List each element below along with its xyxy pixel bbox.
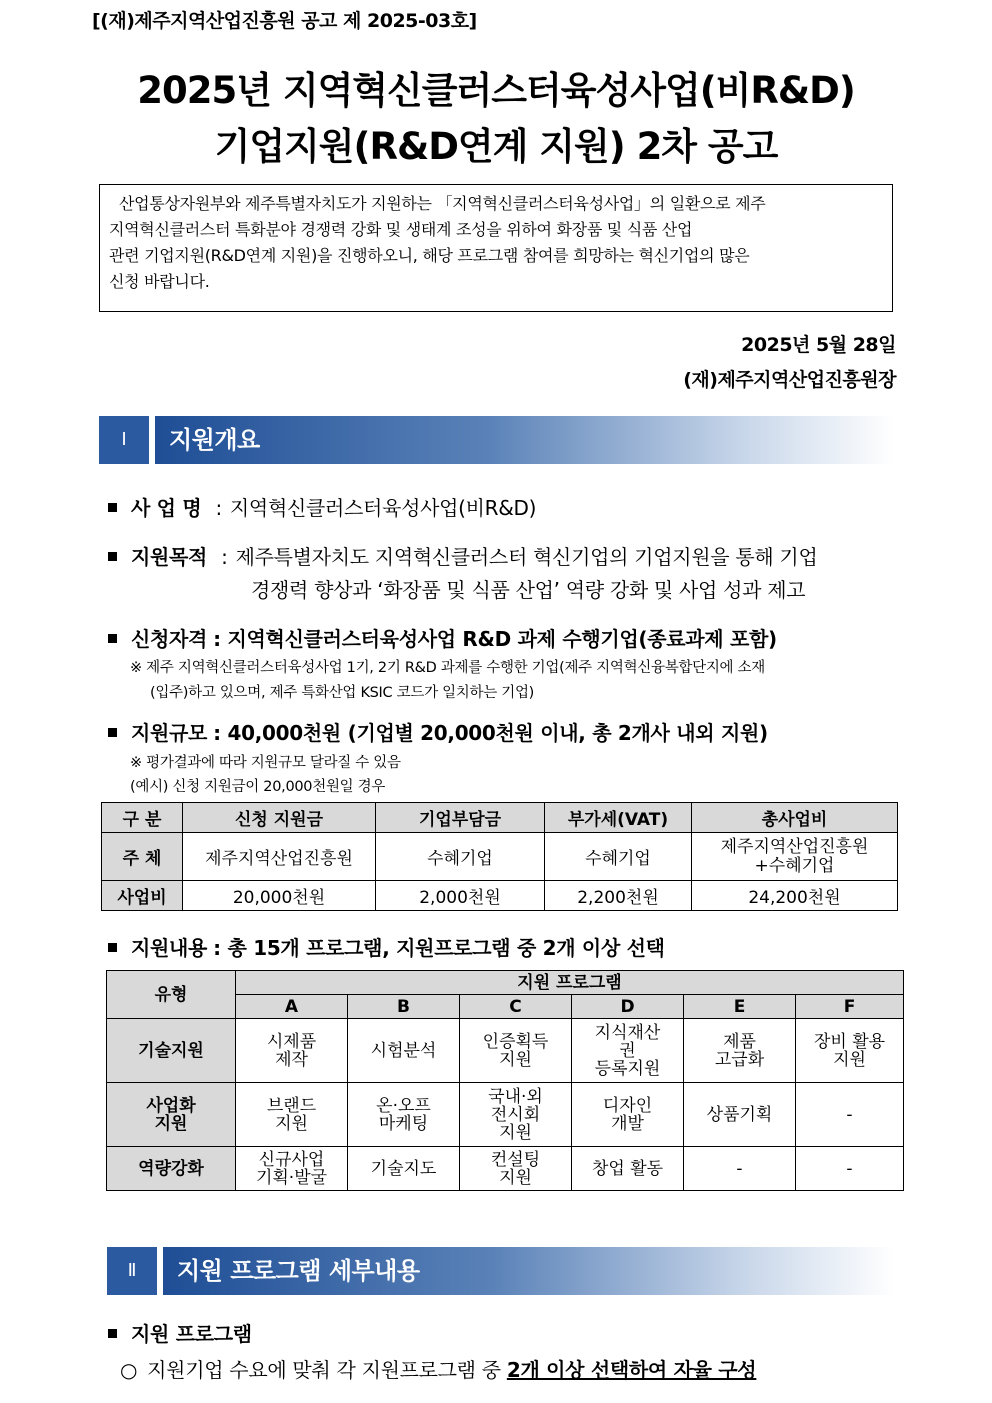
program-cell: 창업 활동 [572, 1147, 684, 1191]
table-header: 지원 프로그램 [236, 971, 904, 995]
page-title-line1: 2025년 지역혁신클러스터육성사업(비R&D) [137, 69, 855, 112]
program-cell: 인증획득 지원 [460, 1019, 572, 1083]
page-title-line2: 기업지원(R&D연계 지원) 2차 공고 [214, 125, 778, 168]
row-type: 기술지원 [107, 1019, 236, 1083]
program-cell: 국내·외 전시회 지원 [460, 1083, 572, 1147]
item-value: : 지역혁신클러스터육성사업 R&D 과제 수행기업(종료과제 포함) [213, 627, 777, 651]
column-header: C [460, 995, 572, 1019]
program-cell: 상품기획 [684, 1083, 796, 1147]
table-header: 신청 지원금 [183, 803, 376, 833]
section-label: 지원 프로그램 세부내용 [163, 1247, 894, 1295]
square-bullet-icon [108, 634, 117, 643]
program-cell: 지식재산 권 등록지원 [572, 1019, 684, 1083]
notice-date: 2025년 5월 28일 [741, 334, 896, 356]
program-cell: 컨설팅 지원 [460, 1147, 572, 1191]
section-number: Ⅰ [99, 416, 149, 464]
item-purpose [108, 541, 817, 570]
table-cell [692, 833, 898, 881]
notice-number: [(재)제주지역산업진흥원 공고 제 2025-03호] [92, 10, 477, 32]
square-bullet-icon [108, 728, 117, 737]
column-header: D [572, 995, 684, 1019]
program-cell: 장비 활용 지원 [796, 1019, 904, 1083]
item-separator: : [215, 496, 222, 520]
column-header: F [796, 995, 904, 1019]
cell-line: 제주지역산업진흥원 [720, 836, 869, 857]
table-header: 기업부담금 [376, 803, 545, 833]
column-header: A [236, 995, 348, 1019]
section-label: 지원개요 [155, 416, 894, 464]
table-cell: 24,200천원 [692, 881, 898, 911]
item-content [108, 932, 665, 961]
program-cell: 디자인 개발 [572, 1083, 684, 1147]
program-cell: 시험분석 [348, 1019, 460, 1083]
program-cell: 제품 고급화 [684, 1019, 796, 1083]
intro-box [99, 184, 893, 312]
circle-bullet-icon: ○ [120, 1358, 138, 1382]
section-header-2 [107, 1247, 894, 1295]
table-cell: 20,000천원 [183, 881, 376, 911]
item-value: : 총 15개 프로그램, 지원프로그램 중 2개 이상 선택 [213, 936, 665, 960]
table-cell: 2,200천원 [545, 881, 692, 911]
eligibility-note: (입주)하고 있으며, 제주 특화산업 KSIC 코드가 일치하는 기업) [150, 685, 535, 701]
table-header: 유형 [107, 971, 236, 1019]
item-value: 제주특별자치도 지역혁신클러스터 혁신기업의 기업지원을 통해 기업 [235, 545, 818, 569]
item-label: 지원내용 [131, 936, 208, 960]
intro-line: 신청 바랍니다. [109, 272, 210, 291]
program-cell: 기술지도 [348, 1147, 460, 1191]
column-header: E [684, 995, 796, 1019]
column-header: B [348, 995, 460, 1019]
intro-line: 관련 기업지원(R&D연계 지원)을 진행하오니, 해당 프로그램 참여를 희망하는 혁신기업의 많은 [109, 246, 750, 265]
program-cell: 온·오프 마케팅 [348, 1083, 460, 1147]
program-cell: - [796, 1147, 904, 1191]
scale-example: (예시) 신청 지원금이 20,000천원일 경우 [130, 779, 386, 795]
item-label: 신청자격 [131, 627, 208, 651]
square-bullet-icon [108, 503, 117, 512]
item-label: 지원목적 [131, 545, 208, 569]
item-program [108, 1318, 252, 1347]
table-row-header: 주 체 [102, 833, 183, 881]
program-cell: 신규사업 기획·발굴 [236, 1147, 348, 1191]
item-project-name [108, 492, 536, 521]
table-row-header: 사업비 [102, 881, 183, 911]
item-value: : 40,000천원 (기업별 20,000천원 이내, 총 2개사 내외 지원) [213, 721, 768, 745]
square-bullet-icon [108, 1329, 117, 1338]
table-header: 구 분 [102, 803, 183, 833]
intro-line: 산업통상자원부와 제주특별자치도가 지원하는 「지역혁신클러스터육성사업」의 일환으로 제주 [119, 194, 766, 213]
program-cell: - [796, 1083, 904, 1147]
budget-table [101, 802, 898, 911]
eligibility-note: ※ 제주 지역혁신클러스터육성사업 1기, 2기 R&D 과제를 수행한 기업(제주 지역혁신융복합단지에 소재 [130, 660, 765, 676]
section-number: Ⅱ [107, 1247, 157, 1295]
table-cell: 2,000천원 [376, 881, 545, 911]
item-scale [108, 717, 768, 746]
item-label: 지원 프로그램 [131, 1322, 252, 1346]
table-cell: 수혜기업 [545, 833, 692, 881]
square-bullet-icon [108, 552, 117, 561]
table-header: 부가세(VAT) [545, 803, 692, 833]
square-bullet-icon [108, 943, 117, 952]
item-purpose-line2: 경쟁력 향상과 ‘화장품 및 식품 산업’ 역량 강화 및 사업 성과 제고 [251, 578, 806, 602]
program-cell: - [684, 1147, 796, 1191]
issuer: (재)제주지역산업진흥원장 [683, 369, 896, 391]
section-header-1 [99, 416, 894, 464]
item-label: 지원규모 [131, 721, 208, 745]
program-cell: 시제품 제작 [236, 1019, 348, 1083]
table-cell: 수혜기업 [376, 833, 545, 881]
item-separator: : [221, 545, 228, 569]
description-emphasis: 2개 이상 선택하여 자율 구성 [506, 1358, 757, 1382]
program-cell: 브랜드 지원 [236, 1083, 348, 1147]
table-header: 총사업비 [692, 803, 898, 833]
scale-note: ※ 평가결과에 따라 지원규모 달라질 수 있음 [130, 755, 401, 771]
intro-line: 지역혁신클러스터 특화분야 경쟁력 강화 및 생태계 조성을 위하여 화장품 및 식품 산업 [109, 220, 693, 239]
item-value: 지역혁신클러스터육성사업(비R&D) [229, 496, 537, 520]
description-text: 지원기업 수요에 맞춰 각 지원프로그램 중 [147, 1358, 507, 1382]
program-table [106, 970, 904, 1191]
row-type: 역량강화 [107, 1147, 236, 1191]
item-eligibility [108, 623, 777, 652]
program-description [120, 1354, 756, 1383]
cell-line: +수혜기업 [754, 855, 835, 876]
table-cell: 제주지역산업진흥원 [183, 833, 376, 881]
row-type: 사업화 지원 [107, 1083, 236, 1147]
item-label: 사 업 명 [131, 496, 202, 520]
